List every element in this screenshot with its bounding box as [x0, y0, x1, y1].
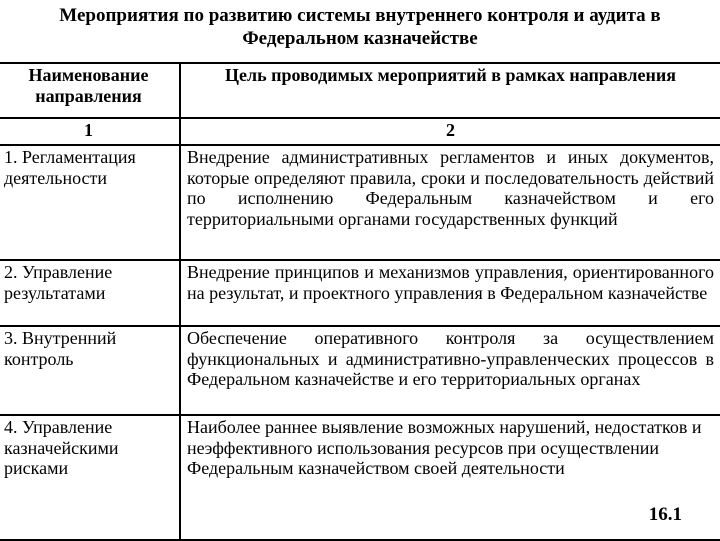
- table-row: [0, 145, 720, 260]
- measures-table: [0, 62, 720, 541]
- column-header-direction: Наименование направления: [0, 63, 180, 118]
- table-row: [0, 260, 720, 326]
- table-row: [0, 415, 720, 540]
- page-number: 16.1: [648, 503, 682, 525]
- direction-name: 3. Внутренний контроль: [0, 326, 180, 415]
- column-number-2: 2: [180, 118, 720, 145]
- direction-goal: Обеспечение оперативного контроля за осуществлением функциональных и административно-управленческих процессов в Федеральном казначействе и его территориальных органах: [180, 326, 720, 415]
- column-number-1: 1: [0, 118, 180, 145]
- page-title: Мероприятия по развитию системы внутреннего контроля и аудита в Федеральном казначействе: [59, 5, 661, 49]
- direction-name: 1. Регламентация деятельности: [0, 145, 180, 260]
- direction-goal: Внедрение административных регламентов и иных документов, которые определяют правила, сроки и последовательность действий по исполнению Федеральным казначейством и его территориальными органами государственных функций: [180, 145, 720, 260]
- direction-goal-text: Наиболее раннее выявление возможных нарушений, недостатков и неэффективного использования ресурсов при осуществлении Федеральным казначейством своей деятельности: [187, 417, 702, 478]
- table-header-row: [0, 63, 720, 118]
- direction-name: 4. Управление казначейскими рисками: [0, 415, 180, 540]
- direction-name: 2. Управление результатами: [0, 260, 180, 326]
- direction-goal: Внедрение принципов и механизмов управления, ориентированного на результат, и проектного управления в Федеральном казначействе: [180, 260, 720, 326]
- column-number-row: [0, 118, 720, 145]
- column-header-goal: Цель проводимых мероприятий в рамках направления: [180, 63, 720, 118]
- table-row: [0, 326, 720, 415]
- direction-goal: [180, 415, 720, 540]
